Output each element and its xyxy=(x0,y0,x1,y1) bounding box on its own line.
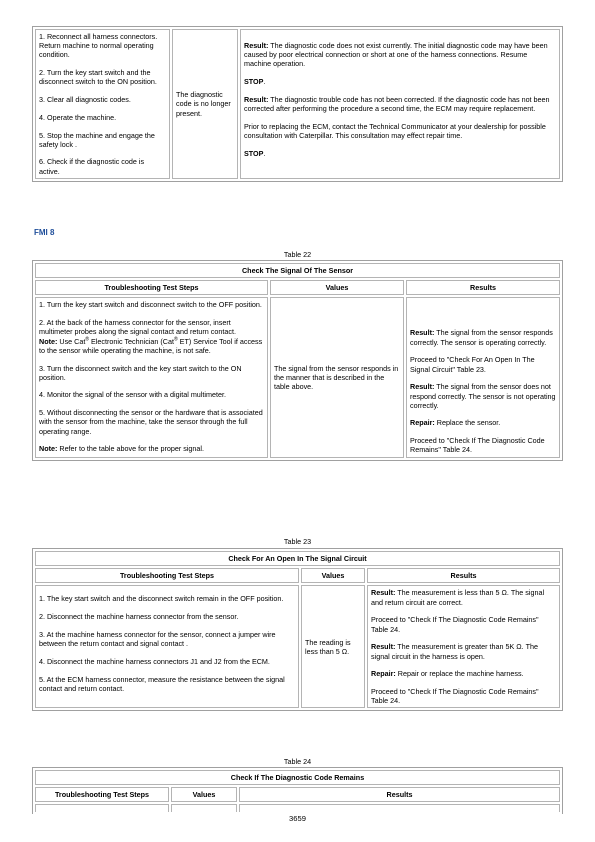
value-cell xyxy=(172,29,238,179)
empty-cell xyxy=(35,804,169,812)
note-body: Refer to the table above for the proper signal. xyxy=(57,444,205,454)
result-label: Result: xyxy=(371,588,396,598)
steps-cell xyxy=(35,297,268,457)
value-cell xyxy=(270,297,404,457)
result-label: Result: xyxy=(410,382,435,392)
step-text: 3. Turn the disconnect switch and the key start switch to the ON position. xyxy=(39,363,242,382)
repair-body: Replace the sensor. xyxy=(434,418,501,428)
table-caption: Table 24 xyxy=(283,757,312,766)
stop-period: . xyxy=(263,148,266,158)
column-header: Values xyxy=(270,280,404,295)
table-title: Check If The Diagnostic Code Remains xyxy=(35,770,560,785)
step-text: 5. Stop the machine and engage the safety lock . xyxy=(39,130,155,149)
step-text: 1. Reconnect all harness connectors. Return machine to normal operating condition. xyxy=(39,32,158,60)
page-number: 3659 xyxy=(289,814,306,823)
result-label: Result: xyxy=(244,41,269,50)
note-text xyxy=(39,337,264,355)
table-caption: Table 22 xyxy=(283,250,312,259)
result-label: Result: xyxy=(410,328,435,338)
repair-text xyxy=(410,418,556,427)
result-body: The measurement is greater than 5K Ω. The signal circuit in the harness is open. xyxy=(371,642,539,661)
table-24 xyxy=(32,767,563,814)
column-header: Values xyxy=(301,568,365,583)
note-body: Electronic Technician (Cat xyxy=(89,336,174,346)
proceed-text: Proceed to "Check If The Diagnostic Code Remains" Table 24. xyxy=(371,686,539,706)
table-22 xyxy=(32,260,563,461)
value-cell xyxy=(301,585,365,708)
result-text xyxy=(244,41,556,69)
empty-cell xyxy=(239,804,560,812)
proceed-text: Proceed to "Check If The Diagnostic Code Remains" Table 24. xyxy=(371,615,539,634)
repair-body: Repair or replace the machine harness. xyxy=(395,669,524,679)
step-text: 4. Operate the machine. xyxy=(39,112,117,122)
results-cell xyxy=(367,585,560,708)
step-text: 3. At the machine harness connector for the sensor, connect a jumper wire between the return contact and signal contact . xyxy=(39,629,276,649)
fmi-heading: FMI 8 xyxy=(34,228,55,237)
repair-label: Repair: xyxy=(410,418,435,428)
result-label: Result: xyxy=(244,94,269,104)
step-text: 4. Monitor the signal of the sensor with a digital multimeter. xyxy=(39,390,226,400)
stop-label: STOP xyxy=(244,77,264,87)
table-title: Check For An Open In The Signal Circuit xyxy=(35,551,560,566)
result-text xyxy=(410,328,556,346)
column-header: Values xyxy=(171,787,237,802)
column-header: Results xyxy=(239,787,560,802)
stop-text xyxy=(244,149,556,158)
value-text: The diagnostic code is no longer present. xyxy=(176,90,231,118)
step-text: 3. Clear all diagnostic codes. xyxy=(39,95,131,105)
result-body: The signal from the sensor does not respond correctly. The sensor is not operating correctly. xyxy=(410,382,556,410)
registered-mark: ® xyxy=(85,336,90,343)
results-cell xyxy=(240,29,560,179)
column-header: Troubleshooting Test Steps xyxy=(35,568,299,583)
repair-text xyxy=(371,669,556,678)
value-text: The signal from the sensor responds in the manner that is described in the table above. xyxy=(274,363,399,392)
result-body: The signal from the sensor responds correctly. The sensor is operating correctly. xyxy=(410,328,553,347)
result-body: The diagnostic code does not exist currently. The initial diagnostic code may have been caused by poor electrical connection or short at one of the harness connections. Resume machine operation. xyxy=(244,41,548,69)
step-text: 6. Check if the diagnostic code is active. xyxy=(39,157,145,176)
step-text: 1. The key start switch and the disconnect switch remain in the OFF position. xyxy=(39,594,284,604)
note-label: Note: xyxy=(39,336,58,346)
column-header: Results xyxy=(406,280,560,295)
column-header: Troubleshooting Test Steps xyxy=(35,280,268,295)
stop-period: . xyxy=(263,77,266,87)
step-text: 1. Turn the key start switch and disconnect switch to the OFF position. xyxy=(39,300,262,310)
result-text xyxy=(244,95,556,113)
steps-cell xyxy=(35,585,299,708)
result-text xyxy=(371,642,556,660)
note-label: Note: xyxy=(39,444,58,454)
column-header: Results xyxy=(367,568,560,583)
proceed-text: Proceed to "Check For An Open In The Signal Circuit" Table 23. xyxy=(410,355,535,374)
result-text xyxy=(371,588,556,606)
value-text: The reading is less than 5 Ω. xyxy=(305,637,351,656)
result-label: Result: xyxy=(371,642,396,652)
results-cell xyxy=(406,297,560,457)
note-text xyxy=(39,444,264,453)
column-header: Troubleshooting Test Steps xyxy=(35,787,169,802)
table-title: Check The Signal Of The Sensor xyxy=(35,263,560,278)
step-text: 2. Turn the key start switch and the disconnect switch to the ON position. xyxy=(39,68,157,87)
stop-label: STOP xyxy=(244,148,264,158)
result-body: The diagnostic trouble code has not been corrected. If the diagnostic code has not been corrected after performing the procedure a second time, the ECM may require replacement. xyxy=(244,94,550,114)
registered-mark: ® xyxy=(174,336,178,343)
repair-label: Repair: xyxy=(371,669,396,679)
step-text: 5. Without disconnecting the sensor or the hardware that is associated with the sensor from the machine, take the sensor through the full operating range. xyxy=(39,408,263,436)
table-caption: Table 23 xyxy=(283,537,312,546)
note-body: Use Cat xyxy=(57,336,86,346)
table-23 xyxy=(32,548,563,711)
step-text: 2. Disconnect the machine harness connector from the sensor. xyxy=(39,612,239,622)
step-text: 4. Disconnect the machine harness connectors J1 and J2 from the ECM. xyxy=(39,656,270,666)
steps-cell xyxy=(35,29,170,179)
result-text xyxy=(410,382,556,410)
stop-text xyxy=(244,77,556,86)
prior-text: Prior to replacing the ECM, contact the Technical Communicator at your dealership for possible consultation with Caterpillar. This consultation may effect repair time. xyxy=(244,121,546,141)
step-text: 2. At the back of the harness connector for the sensor, insert multimeter probes along the signal contact and return contact. xyxy=(39,318,236,337)
empty-cell xyxy=(171,804,237,812)
note-body: ET) Service Tool if access to the sensor while operating the machine, is not safe. xyxy=(39,336,263,355)
proceed-text: Proceed to "Check If The Diagnostic Code Remains" Table 24. xyxy=(410,436,545,455)
result-body: The measurement is less than 5 Ω. The signal and return circuit are correct. xyxy=(371,588,545,607)
step-text: 5. At the ECM harness connector, measure the resistance between the signal contact and return contact. xyxy=(39,674,285,693)
diagnostic-code-check-table xyxy=(32,26,563,182)
